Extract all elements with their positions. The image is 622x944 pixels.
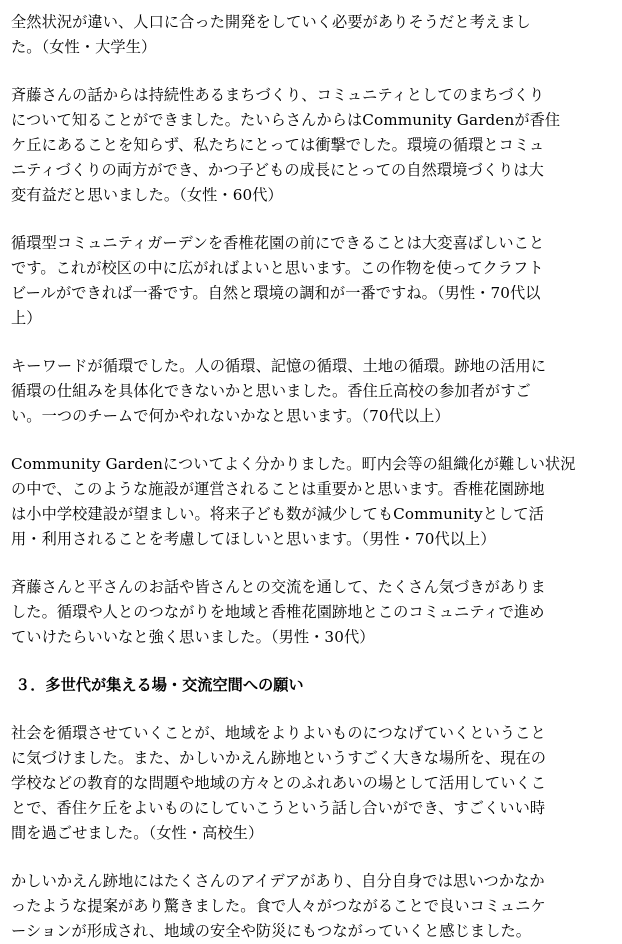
comment-paragraph-4: キーワードが循環でした。人の循環、記憶の循環、土地の循環。跡地の活用に 循環の仕組みを具体化できないかと思いました。香住丘高校の参加者がすご い。一つのチームで何かやれないかなと思います。（70代以上） [11,357,547,425]
comment-paragraph-3: 循環型コミュニティガーデンを香椎花園の前にできることは大変喜ばしいこと です。これが校区の中に広がればよいと思います。この作物を使ってクラフト ビールができれば一番です。自然と環境の調和が一番ですね。（男性・70代以 上） [11,234,545,327]
comment-paragraph-2: 斉藤さんの話からは持続性あるまちづくり、コミュニティとしてのまちづくり について知ることができました。たいらさんからはCommunity Gardenが香住 ケ丘にあることを知らず、私たちにとっては衝撃でした。環境の循環とコミュ ニティづくりの両方ができ、かつ子どもの成長にとっての自然環境づくりは大 変有益だと思いました。（女性・60代） [11,86,561,204]
section-comment-paragraph-1: 社会を循環させていくことが、地域をよりよいものにつなげていくということ に気づけました。また、かしいかえん跡地というすごく大きな場所を、現在の 学校などの教育的な問題や地域の方々とのふれあいの場として活用していくこ とで、香住ケ丘をよいものにしていこうという話し合いができ、すごくいい時 間を過ごせました。（女性・高校生） [11,724,547,842]
document-page [11,0,617,944]
section-heading: ３．多世代が集える場・交流空間への願い [15,676,304,694]
comment-paragraph-6: 斉藤さんと平さんのお話や皆さんとの交流を通して、たくさん気づきがありま した。循環や人とのつながりを地域と香椎花園跡地とこのコミュニティで進め ていけたらいいなと強く思いました。（男性・30代） [11,578,546,646]
comment-paragraph-5: Community Gardenについてよく分かりました。町内会等の組織化が難しい状況 の中で、このような施設が運営されることは重要かと思います。香椎花園跡地 は小中学校建設が望ましい。将来子ども数が減少してもCommunityとして活 用・利用されることを考慮してほしいと思います。（男性・70代以上） [11,455,576,548]
comment-paragraph-1: 全然状況が違い、人口に合った開発をしていく必要がありそうだと考えまし た。（女性・大学生） [11,13,531,56]
section-comment-paragraph-2: かしいかえん跡地にはたくさんのアイデアがあり、自分自身では思いつかなか ったような提案があり驚きました。食で人々がつながることで良いコミュニケ ーションが形成され、地域の安全や防災にもつながっていくと感じました。 [11,872,546,940]
